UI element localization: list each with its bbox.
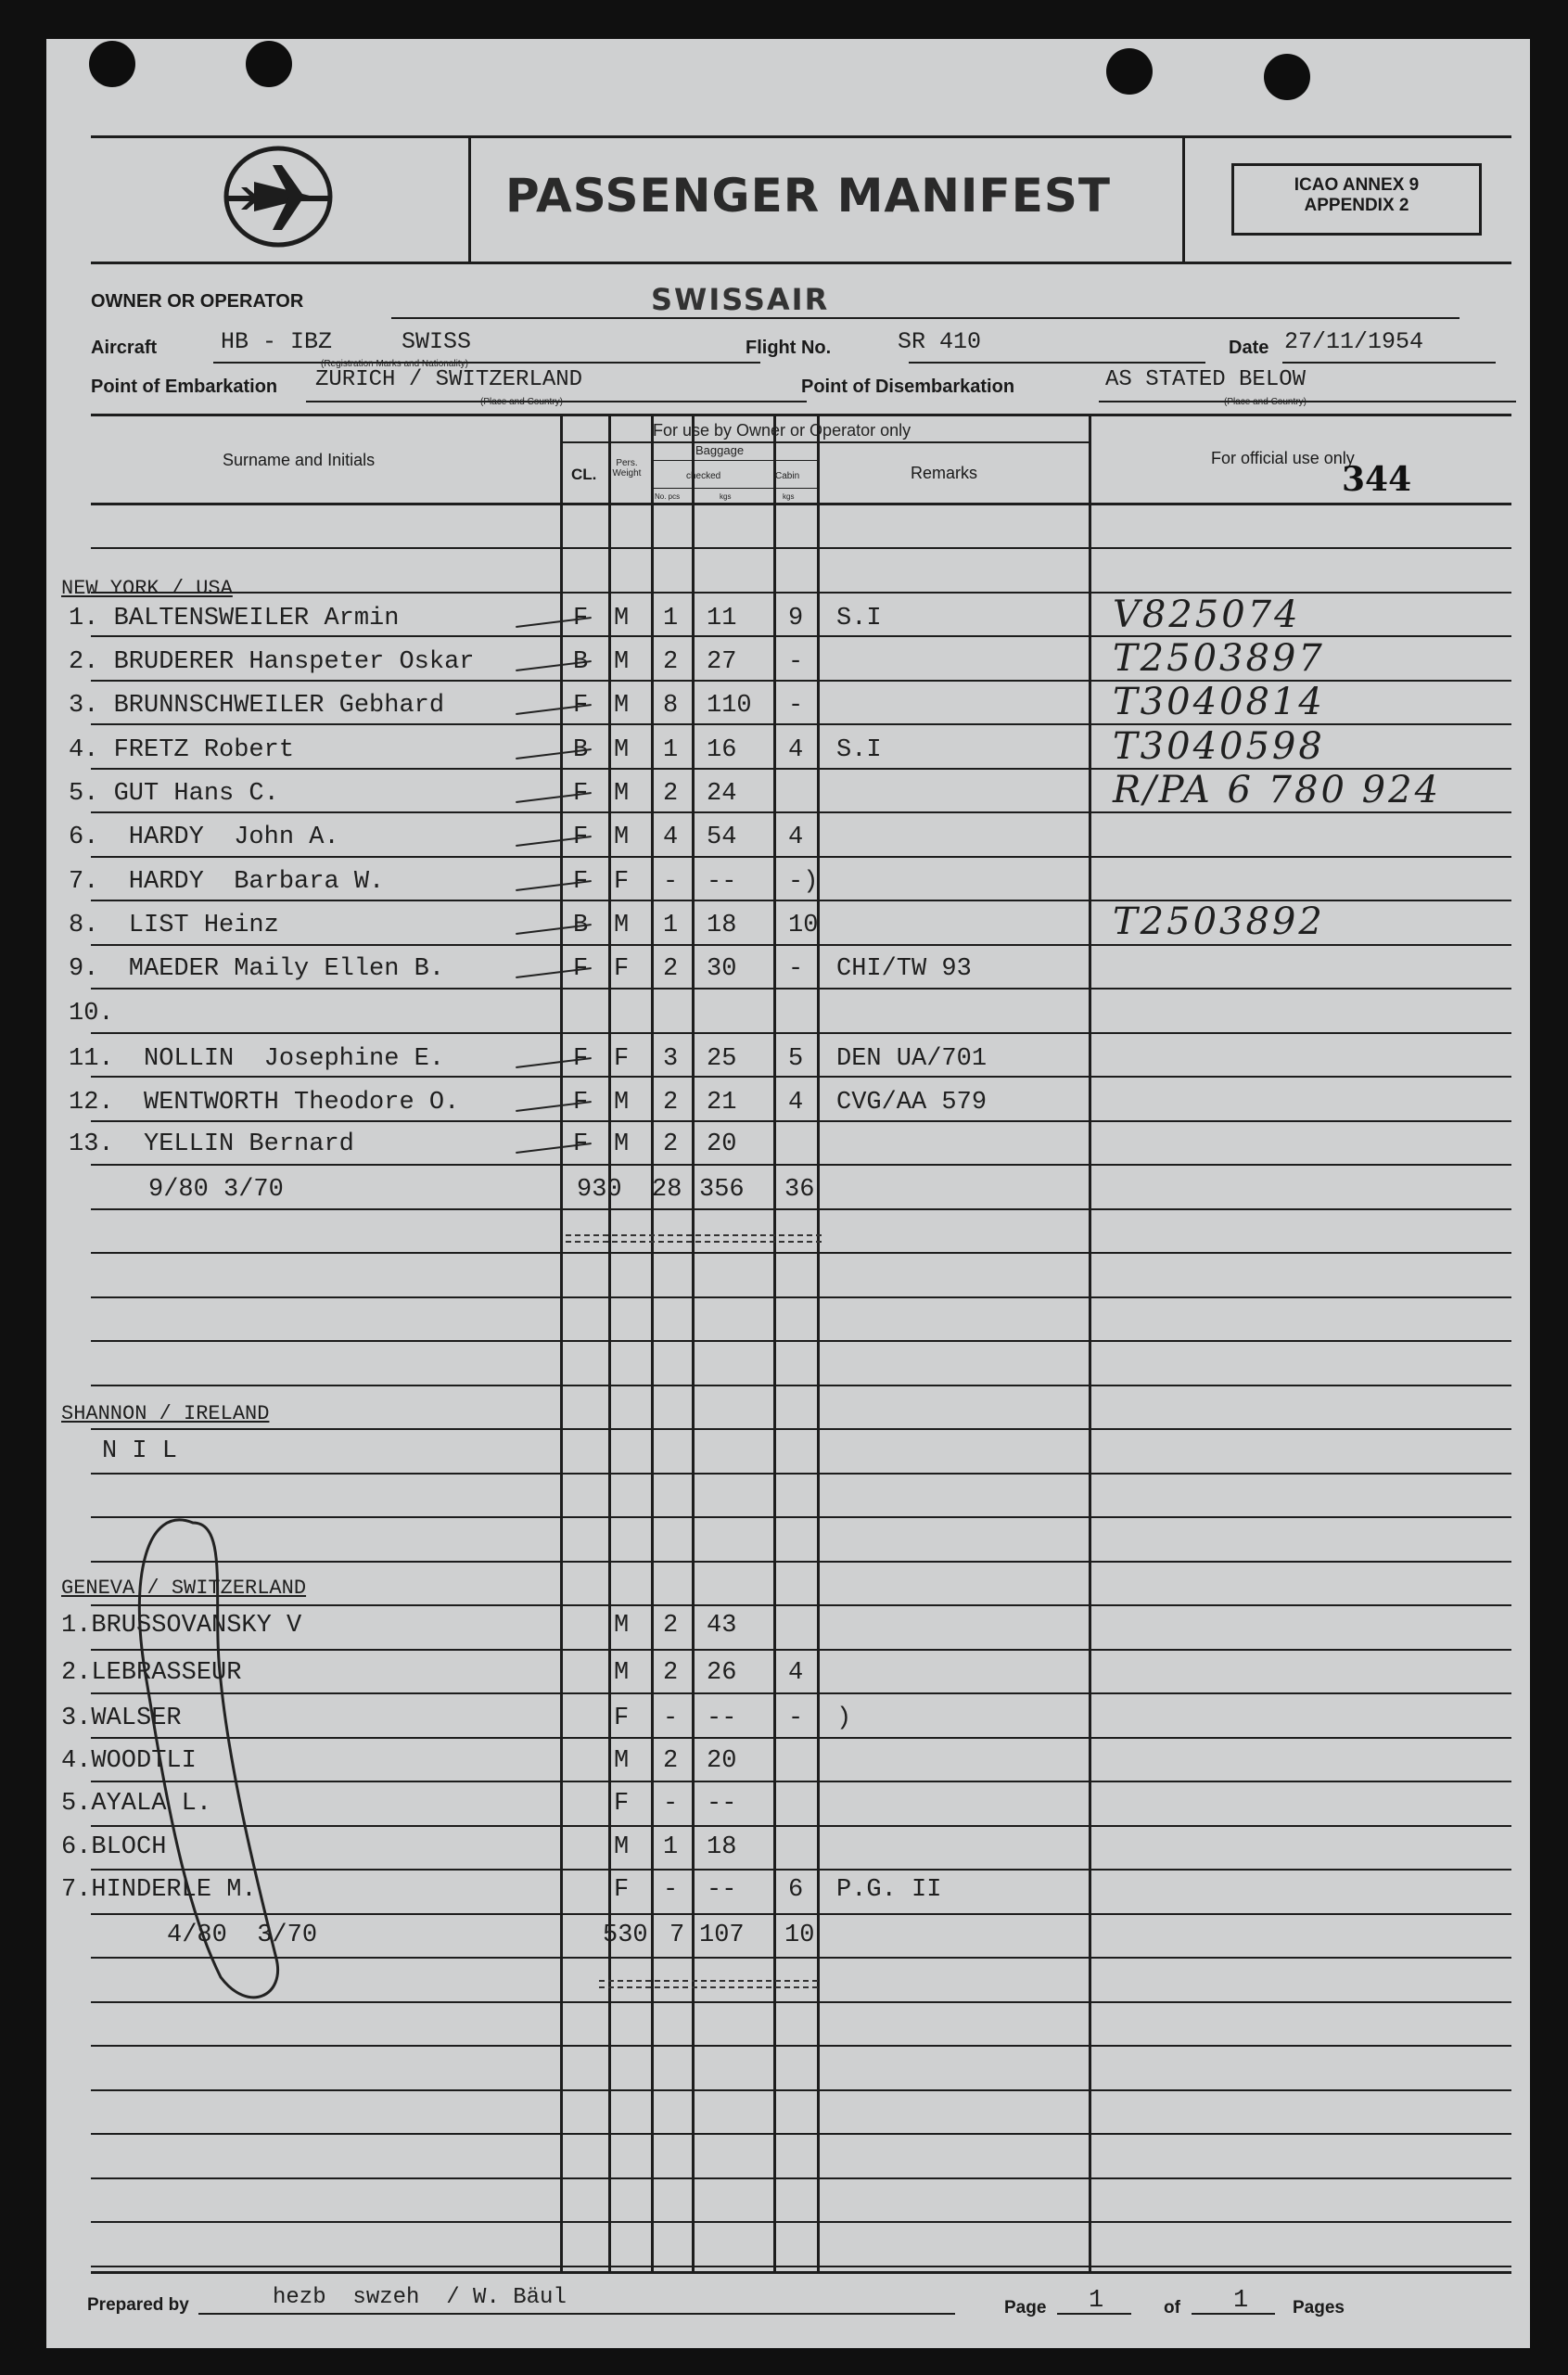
embark-value: ZURICH / SWITZERLAND bbox=[315, 367, 583, 392]
col-cl: CL. bbox=[571, 466, 597, 483]
remarks-cell: P.G. II bbox=[836, 1876, 942, 1904]
section-total-kgs: 107 bbox=[699, 1922, 745, 1949]
pieces-cell: 1 bbox=[663, 605, 679, 632]
of-label: of bbox=[1164, 2298, 1180, 2318]
cabin-cell: 9 bbox=[788, 605, 804, 632]
cabin-cell: 4 bbox=[788, 824, 804, 851]
row-line bbox=[91, 2221, 1511, 2223]
kgs-cell: 110 bbox=[707, 692, 752, 720]
icao-line1: ICAO ANNEX 9 bbox=[1294, 175, 1420, 195]
passenger-name: 4.WOODTLI bbox=[61, 1747, 197, 1775]
row-line bbox=[91, 1120, 1511, 1122]
row-line bbox=[91, 1340, 1511, 1342]
disembark-label: Point of Disembarkation bbox=[801, 377, 1015, 397]
row-line bbox=[91, 547, 1511, 549]
col-checked: checked bbox=[686, 471, 721, 481]
field-underline bbox=[909, 362, 1205, 364]
passenger-name: 7.HINDERLE M. bbox=[61, 1876, 257, 1904]
cabin-cell: - bbox=[788, 1705, 804, 1732]
class-cell: B bbox=[573, 912, 589, 939]
col-cabin: Cabin bbox=[775, 471, 800, 481]
cabin-cell: 4 bbox=[788, 1089, 804, 1117]
section-heading: SHANNON / IRELAND bbox=[61, 1402, 270, 1425]
weight-cell: F bbox=[614, 1045, 630, 1073]
pages-value: 1 bbox=[1233, 2287, 1249, 2315]
pieces-cell: 4 bbox=[663, 824, 679, 851]
kgs-cell: 20 bbox=[707, 1747, 737, 1775]
pieces-cell: 2 bbox=[663, 955, 679, 983]
pieces-cell: 1 bbox=[663, 736, 679, 764]
row-line bbox=[91, 1385, 1511, 1386]
table-column-line bbox=[692, 414, 695, 2271]
col-official: For official use only bbox=[1211, 449, 1355, 467]
col-remarks: Remarks bbox=[911, 464, 978, 482]
header-bottom-rule bbox=[91, 262, 1511, 264]
passenger-name: 4. FRETZ Robert bbox=[69, 736, 295, 764]
table-column-line bbox=[1089, 414, 1091, 2271]
aircraft-value: HB - IBZ SWISS bbox=[221, 328, 472, 355]
pages-label: Pages bbox=[1293, 2298, 1345, 2318]
pieces-cell: 2 bbox=[663, 1659, 679, 1687]
kgs-cell: 43 bbox=[707, 1612, 737, 1640]
flight-label: Flight No. bbox=[746, 338, 832, 358]
col-pcs: No. pcs bbox=[655, 492, 681, 501]
weight-cell: M bbox=[614, 736, 630, 764]
row-line bbox=[91, 2266, 1511, 2267]
remarks-cell: DEN UA/701 bbox=[836, 1045, 988, 1073]
aircraft-caption: (Registration Marks and Nationality) bbox=[321, 359, 468, 369]
class-cell: B bbox=[573, 736, 589, 764]
section-total-pcs: 7 bbox=[669, 1922, 685, 1949]
airline-logo bbox=[221, 145, 336, 249]
col-cabin-kgs: kgs bbox=[783, 492, 795, 501]
checked-rule bbox=[651, 488, 818, 489]
kgs-cell: 20 bbox=[707, 1130, 737, 1158]
weight-cell: M bbox=[614, 692, 630, 720]
official-entry: V825074 bbox=[1113, 594, 1301, 636]
page-label: Page bbox=[1004, 2298, 1047, 2318]
icao-line2: APPENDIX 2 bbox=[1304, 196, 1409, 215]
kgs-cell: -- bbox=[707, 868, 737, 896]
passenger-name: 8. LIST Heinz bbox=[69, 912, 279, 939]
total-double-rule bbox=[566, 1234, 822, 1243]
passenger-name: 1.BRUSSOVANSKY V bbox=[61, 1612, 302, 1640]
kgs-cell: 16 bbox=[707, 736, 737, 764]
class-cell: F bbox=[573, 868, 589, 896]
date-value: 27/11/1954 bbox=[1284, 328, 1424, 355]
passenger-name: 3. BRUNNSCHWEILER Gebhard bbox=[69, 692, 445, 720]
pen-loop-mark bbox=[128, 1495, 313, 2014]
official-entry: T3040814 bbox=[1113, 681, 1325, 723]
aircraft-label: Aircraft bbox=[91, 338, 158, 358]
cabin-cell: 4 bbox=[788, 736, 804, 764]
row-line bbox=[91, 2089, 1511, 2091]
kgs-cell: 30 bbox=[707, 955, 737, 983]
weight-cell: F bbox=[614, 955, 630, 983]
owner-use-rule bbox=[560, 441, 1089, 443]
section-total-kgs: 356 bbox=[699, 1176, 745, 1204]
kgs-cell: -- bbox=[707, 1705, 737, 1732]
passenger-name: 3.WALSER bbox=[61, 1705, 182, 1732]
remarks-cell: S.I bbox=[836, 736, 882, 764]
header-divider bbox=[468, 135, 471, 262]
passenger-name: 12. WENTWORTH Theodore O. bbox=[69, 1089, 460, 1117]
header-divider bbox=[1182, 135, 1185, 262]
col-surname: Surname and Initials bbox=[223, 451, 376, 469]
kgs-cell: -- bbox=[707, 1790, 737, 1818]
official-entry: R/PA 6 780 924 bbox=[1113, 769, 1442, 811]
flight-value: SR 410 bbox=[898, 328, 982, 355]
passenger-name: 9. MAEDER Maily Ellen B. bbox=[69, 955, 445, 983]
class-cell: F bbox=[573, 1089, 589, 1117]
field-underline bbox=[1099, 401, 1516, 402]
table-column-line bbox=[560, 414, 563, 2271]
total-double-rule bbox=[599, 1980, 818, 1988]
weight-cell: F bbox=[614, 868, 630, 896]
weight-cell: M bbox=[614, 605, 630, 632]
punch-hole bbox=[1264, 54, 1310, 100]
cabin-cell: -) bbox=[788, 868, 819, 896]
passenger-name: 6. HARDY John A. bbox=[69, 824, 339, 851]
cabin-cell: - bbox=[788, 955, 804, 983]
weight-cell: M bbox=[614, 824, 630, 851]
passenger-name: 13. YELLIN Bernard bbox=[69, 1130, 354, 1158]
weight-cell: M bbox=[614, 1130, 630, 1158]
weight-cell: M bbox=[614, 1612, 630, 1640]
kgs-cell: 11 bbox=[707, 605, 737, 632]
passenger-name: 7. HARDY Barbara W. bbox=[69, 868, 385, 896]
cabin-cell: 6 bbox=[788, 1876, 804, 1904]
prepared-label: Prepared by bbox=[87, 2295, 189, 2315]
official-number: 344 bbox=[1342, 460, 1412, 499]
row-line bbox=[91, 944, 1511, 946]
pieces-cell: 2 bbox=[663, 1130, 679, 1158]
pieces-cell: 3 bbox=[663, 1045, 679, 1073]
manifest-sheet bbox=[46, 39, 1530, 2348]
date-label: Date bbox=[1229, 338, 1269, 358]
passenger-name: 2.LEBRASSEUR bbox=[61, 1659, 242, 1687]
pieces-cell: 2 bbox=[663, 648, 679, 676]
weight-cell: M bbox=[614, 780, 630, 808]
weight-cell: F bbox=[614, 1705, 630, 1732]
remarks-cell: S.I bbox=[836, 605, 882, 632]
passenger-name: 5. GUT Hans C. bbox=[69, 780, 279, 808]
weight-cell: M bbox=[614, 1833, 630, 1861]
remarks-cell: CVG/AA 579 bbox=[836, 1089, 988, 1117]
pieces-cell: 1 bbox=[663, 1833, 679, 1861]
row-line bbox=[91, 856, 1511, 858]
table-column-line bbox=[608, 414, 611, 2271]
official-entry: T3040598 bbox=[1113, 725, 1325, 768]
cabin-cell: - bbox=[788, 692, 804, 720]
table-rule-top bbox=[91, 414, 1511, 416]
section-note: N I L bbox=[102, 1437, 178, 1465]
row-line bbox=[91, 1076, 1511, 1078]
class-cell: F bbox=[573, 824, 589, 851]
passenger-name: 5.AYALA L. bbox=[61, 1790, 212, 1818]
table-column-line bbox=[817, 414, 820, 2271]
table-rule-bottom bbox=[91, 2271, 1511, 2274]
table-column-line bbox=[773, 414, 776, 2271]
section-heading: GENEVA / SWITZERLAND bbox=[61, 1577, 307, 1600]
section-total-label: 9/80 3/70 bbox=[148, 1176, 284, 1204]
row-line bbox=[91, 1208, 1511, 1210]
baggage-rule bbox=[651, 460, 818, 461]
pieces-cell: 2 bbox=[663, 1747, 679, 1775]
class-cell: B bbox=[573, 648, 589, 676]
remarks-cell: ) bbox=[836, 1705, 852, 1732]
owner-label: OWNER OR OPERATOR bbox=[91, 291, 304, 312]
punch-hole bbox=[1106, 48, 1153, 95]
row-line bbox=[91, 1032, 1511, 1034]
section-total-cabin: 36 bbox=[784, 1176, 815, 1204]
table-column-line bbox=[651, 414, 654, 2271]
weight-cell: F bbox=[614, 1790, 630, 1818]
section-heading: NEW YORK / USA bbox=[61, 577, 233, 600]
cabin-cell: 5 bbox=[788, 1045, 804, 1073]
pieces-cell: - bbox=[663, 1705, 679, 1732]
cabin-cell: 10 bbox=[788, 912, 819, 939]
class-cell: F bbox=[573, 780, 589, 808]
row-line bbox=[91, 1296, 1511, 1298]
row-line bbox=[91, 1252, 1511, 1254]
remarks-cell: CHI/TW 93 bbox=[836, 955, 972, 983]
section-total-weight: 530 bbox=[603, 1922, 648, 1949]
official-entry: T2503892 bbox=[1113, 900, 1325, 943]
weight-cell: M bbox=[614, 1089, 630, 1117]
class-cell: F bbox=[573, 1045, 589, 1073]
passenger-name: 2. BRUDERER Hanspeter Oskar bbox=[69, 648, 475, 676]
owner-value: SWISSAIR bbox=[651, 282, 830, 317]
row-line bbox=[91, 1428, 1511, 1430]
disembark-value: AS STATED BELOW bbox=[1105, 367, 1307, 392]
passenger-name: 6.BLOCH bbox=[61, 1833, 167, 1861]
row-line bbox=[91, 2177, 1511, 2179]
header-top-rule bbox=[91, 135, 1511, 138]
field-underline bbox=[213, 362, 760, 364]
weight-cell: M bbox=[614, 1659, 630, 1687]
page-value: 1 bbox=[1089, 2287, 1104, 2315]
footer-underline bbox=[198, 2313, 955, 2315]
pieces-cell: 2 bbox=[663, 1612, 679, 1640]
field-underline bbox=[1282, 362, 1496, 364]
pieces-cell: 2 bbox=[663, 780, 679, 808]
class-cell: F bbox=[573, 605, 589, 632]
passenger-name: 11. NOLLIN Josephine E. bbox=[69, 1045, 445, 1073]
kgs-cell: 25 bbox=[707, 1045, 737, 1073]
pieces-cell: - bbox=[663, 868, 679, 896]
embark-label: Point of Embarkation bbox=[91, 377, 278, 397]
kgs-cell: -- bbox=[707, 1876, 737, 1904]
col-owner-use: For use by Owner or Operator only bbox=[653, 421, 911, 440]
pieces-cell: 1 bbox=[663, 912, 679, 939]
class-cell: F bbox=[573, 955, 589, 983]
row-line bbox=[91, 2045, 1511, 2047]
cabin-cell: - bbox=[788, 648, 804, 676]
kgs-cell: 18 bbox=[707, 912, 737, 939]
class-cell: F bbox=[573, 692, 589, 720]
pieces-cell: 2 bbox=[663, 1089, 679, 1117]
page-title: PASSENGER MANIFEST bbox=[505, 169, 1111, 223]
passenger-name: 10. bbox=[69, 1000, 114, 1028]
passenger-name: 1. BALTENSWEILER Armin bbox=[69, 605, 400, 632]
weight-cell: F bbox=[614, 1876, 630, 1904]
row-line bbox=[91, 1473, 1511, 1475]
header-rule bbox=[91, 503, 1511, 505]
weight-cell: M bbox=[614, 648, 630, 676]
kgs-cell: 21 bbox=[707, 1089, 737, 1117]
official-entry: T2503897 bbox=[1113, 637, 1325, 680]
icao-box bbox=[1231, 163, 1482, 236]
weight-cell: M bbox=[614, 1747, 630, 1775]
row-line bbox=[91, 2133, 1511, 2135]
punch-hole bbox=[89, 41, 135, 87]
pieces-cell: - bbox=[663, 1876, 679, 1904]
section-total-cabin: 10 bbox=[784, 1922, 815, 1949]
section-total-label: 4/80 3/70 bbox=[167, 1922, 318, 1949]
pieces-cell: 8 bbox=[663, 692, 679, 720]
class-cell: F bbox=[573, 1130, 589, 1158]
row-line bbox=[91, 1164, 1511, 1166]
prepared-value: hezb swzeh / W. Bäul bbox=[273, 2285, 567, 2310]
section-total-weight: 930 bbox=[577, 1176, 622, 1204]
kgs-cell: 27 bbox=[707, 648, 737, 676]
disembark-caption: (Place and Country) bbox=[1224, 397, 1307, 407]
row-line bbox=[91, 988, 1511, 990]
section-total-pcs: 28 bbox=[652, 1176, 682, 1204]
kgs-cell: 18 bbox=[707, 1833, 737, 1861]
pieces-cell: - bbox=[663, 1790, 679, 1818]
punch-hole bbox=[246, 41, 292, 87]
kgs-cell: 24 bbox=[707, 780, 737, 808]
weight-cell: M bbox=[614, 912, 630, 939]
field-underline bbox=[391, 317, 1460, 319]
embark-caption: (Place and Country) bbox=[480, 397, 563, 407]
cabin-cell: 4 bbox=[788, 1659, 804, 1687]
col-kgs: kgs bbox=[720, 492, 732, 501]
row-line bbox=[91, 811, 1511, 813]
col-pers-weight: Pers. Weight bbox=[612, 458, 642, 479]
kgs-cell: 54 bbox=[707, 824, 737, 851]
col-baggage: Baggage bbox=[695, 443, 745, 457]
kgs-cell: 26 bbox=[707, 1659, 737, 1687]
